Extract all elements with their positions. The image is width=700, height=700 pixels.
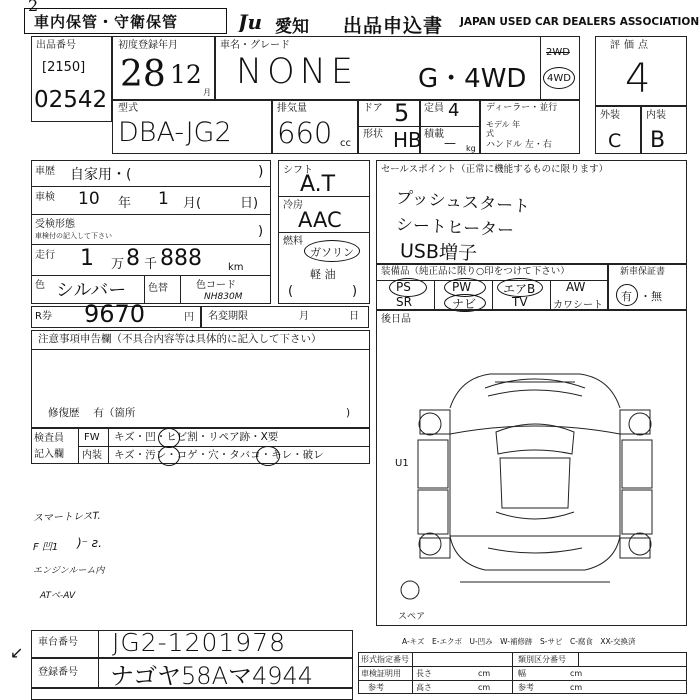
- load-unit: kg: [466, 144, 476, 153]
- svg-text:Ju: Ju: [238, 10, 263, 32]
- inspector-row2-head: 内装: [82, 450, 102, 461]
- handwritten-note-4: ATベ-AV: [40, 591, 76, 601]
- mileage-rest: 888: [160, 246, 202, 271]
- history-value: 自家用・(: [70, 167, 132, 183]
- spec-r2c1: 車検証明用: [361, 669, 401, 678]
- color-value: シルバー: [56, 280, 127, 301]
- mileage-man-unit: 万: [111, 257, 125, 272]
- color-code-value: NH830M: [204, 292, 243, 302]
- shaken-month-unit: 月(: [183, 196, 202, 211]
- displacement-value: 660: [277, 116, 333, 150]
- spare-label: スペア: [398, 612, 426, 622]
- history-close: ): [258, 164, 264, 180]
- car-name-value: NONE: [236, 52, 359, 92]
- association-name: JAPAN USED CAR DEALERS ASSOCIATION: [460, 16, 700, 28]
- inspector-label: 検査員: [34, 433, 64, 444]
- shift-label: シフト: [283, 165, 313, 176]
- fuel-paren-open: (: [288, 284, 294, 299]
- sales-points-label: セールスポイント（正常に機能するものに限ります）: [381, 164, 609, 175]
- registration-label: 初度登録年月: [118, 40, 178, 51]
- spec-r3c2: 高さ: [416, 683, 432, 692]
- inspector-circle-2: [158, 446, 180, 466]
- car-grade-value: G・4WD: [418, 64, 527, 94]
- score-value: 4: [625, 56, 651, 102]
- form-title: 出品申込書: [343, 15, 444, 37]
- equip-pw: PW: [452, 280, 472, 294]
- handwritten-note-1: スマートレスT.: [32, 510, 101, 525]
- spec-r1c2: 類別区分番号: [518, 655, 566, 664]
- shape-value: HB: [393, 128, 422, 152]
- dealer-handle: ハンドル 左・右: [486, 140, 552, 150]
- exterior-label: 外装: [600, 110, 620, 121]
- model-value: DBA-JG2: [118, 117, 232, 148]
- shaken-year-unit: 年: [118, 196, 132, 211]
- lot-code: [2150]: [42, 60, 86, 75]
- doors-value: 5: [394, 99, 410, 127]
- fuel-gas-circle: [304, 240, 360, 262]
- handwritten-note-2: F 凹1: [33, 542, 59, 553]
- name-change-month: 月: [299, 311, 309, 322]
- equip-navi: ナビ: [452, 297, 477, 311]
- sales-point-2: シートヒーター: [395, 215, 515, 242]
- handwritten-note-3: エンジンルーム内: [33, 566, 105, 576]
- equip-airbag-circle: [497, 278, 543, 297]
- fuel-gas: ガソリン: [310, 246, 354, 259]
- displacement-label: 排気量: [277, 103, 307, 114]
- name-change-label: 名変期限: [208, 311, 248, 322]
- interior-label: 内装: [646, 110, 666, 121]
- drive-2wd: 2WD: [546, 47, 570, 58]
- sales-point-3: USB増子: [399, 240, 478, 265]
- dealer-label: ディーラー・並行: [486, 103, 558, 113]
- margin-check-mark: ↙: [10, 643, 24, 662]
- warranty-yes: 有: [621, 290, 632, 303]
- shift-value: A.T: [300, 172, 336, 197]
- plate-label: 登録番号: [38, 667, 78, 678]
- registration-year: 28: [120, 54, 166, 95]
- equip-aw: AW: [566, 280, 586, 294]
- color-change-label: 色替: [148, 283, 168, 294]
- name-change-day: 日: [349, 311, 359, 322]
- doors-label: ドア: [363, 103, 383, 114]
- notes-label: 注意事項申告欄（不具合内容等は具体的に記入して下さい）: [38, 333, 322, 345]
- dealer-model-year: モデル 年式: [486, 120, 521, 138]
- spec-r3c5: cm: [570, 683, 583, 692]
- mileage-sen-unit: 千: [144, 257, 158, 272]
- sales-point-1: プッシュスタート: [395, 188, 531, 218]
- spec-r1c1: 形式指定番号: [361, 655, 409, 664]
- mileage-sen: 8: [126, 246, 140, 271]
- ac-label: 冷房: [283, 200, 303, 211]
- shaken-label: 車検: [35, 192, 55, 203]
- top-corner-mark: 2: [28, 0, 39, 15]
- equip-ps-circle: [389, 278, 427, 297]
- inspector-label-2: 記入欄: [34, 449, 64, 460]
- color-code-label: 色コード: [196, 280, 236, 291]
- recycle-unit: 円: [184, 312, 194, 323]
- repair-history-close: ): [346, 407, 351, 419]
- drive-4wd: 4WD: [547, 73, 571, 84]
- equipment-label: 装備品（純正品に限り○印をつけて下さい）: [381, 266, 570, 277]
- chassis-label: 車台番号: [38, 637, 78, 648]
- brand-name: 愛知: [275, 17, 309, 37]
- equip-seat: カワシート: [553, 300, 603, 311]
- shaken-month: 1: [158, 189, 169, 209]
- spec-r2c3: cm: [478, 669, 491, 678]
- mileage-km: km: [228, 262, 244, 273]
- drive-4wd-circle: [543, 67, 575, 89]
- warranty-yes-circle: [616, 284, 638, 306]
- equip-sr: SR: [396, 295, 412, 309]
- recycle-value: 9670: [84, 300, 146, 328]
- displacement-unit: cc: [340, 138, 351, 149]
- equip-airbag: エアB: [503, 282, 536, 296]
- damage-legend: A-キズ E-エクボ U-凹み W-補修跡 S-サビ C-腐食 XX-交換済: [402, 637, 636, 646]
- bracket-mark: )⁻ ƨ.: [77, 536, 102, 550]
- inspector-row2: キズ・汚レ・コゲ・穴・タバコ・キレ・破レ: [114, 449, 324, 461]
- registration-month: 12: [170, 60, 202, 89]
- storage-badge-text: 車内保管・守衛保管: [34, 13, 179, 31]
- fuel-paren-close: ): [352, 284, 358, 299]
- inspector-row1-head: FW: [84, 432, 100, 443]
- shaken-day-unit: 日): [240, 196, 259, 211]
- inspector-circle-3: [256, 446, 280, 466]
- load-value: —: [444, 136, 456, 150]
- inspector-circle-1: [158, 428, 180, 448]
- exterior-value: C: [608, 130, 622, 152]
- warranty-label: 新車保証書: [620, 267, 666, 277]
- fuel-diesel: 軽 油: [310, 268, 336, 281]
- mileage-label: 走行: [35, 250, 55, 261]
- rear-label: 後日品: [381, 314, 411, 325]
- damage-mark: U1: [395, 458, 409, 469]
- inspection-form-close: ): [258, 224, 264, 239]
- history-label: 車歴: [35, 166, 55, 177]
- lot-number: 02542: [34, 87, 108, 113]
- spec-r3c4: 参考: [518, 683, 534, 692]
- model-label: 型式: [118, 103, 138, 114]
- equip-ps: PS: [396, 280, 411, 294]
- chassis-value: JG2-1201978: [112, 628, 287, 657]
- repair-history: 修復歴 有（箇所: [48, 407, 136, 419]
- load-label: 積載: [424, 129, 444, 140]
- equip-tv: TV: [512, 295, 528, 309]
- shape-label: 形状: [363, 129, 383, 140]
- color-label: 色: [35, 280, 45, 291]
- inspector-row1: キズ・凹・ヒビ割・リペア跡・X要: [114, 431, 279, 443]
- car-diagram: [400, 358, 670, 608]
- recycle-label: R券: [35, 311, 52, 322]
- score-label: 評価点: [610, 40, 652, 51]
- car-name-label: 車名・グレード: [220, 40, 290, 51]
- warranty-no: ・無: [640, 290, 662, 303]
- mileage-man: 1: [80, 246, 94, 271]
- spec-r2c5: cm: [570, 669, 583, 678]
- plate-value: ナゴヤ58Aマ4944: [110, 662, 314, 690]
- ac-value: AAC: [298, 208, 342, 232]
- capacity-label: 定員: [424, 103, 444, 114]
- inspection-form-label: 受検形態: [35, 219, 75, 230]
- capacity-value: 4: [448, 100, 460, 121]
- interior-value: B: [650, 128, 666, 153]
- spec-r2c2: 長さ: [416, 669, 432, 678]
- spec-r3c1: 参考: [368, 683, 384, 692]
- shaken-year: 10: [78, 189, 100, 209]
- spec-r2c4: 幅: [518, 669, 526, 678]
- spec-r3c3: cm: [478, 683, 491, 692]
- fuel-label: 燃料: [283, 236, 303, 247]
- ju-logo: [237, 10, 273, 32]
- registration-month-unit: 月: [203, 88, 211, 97]
- bottom-strip: [31, 688, 353, 700]
- lot-label: 出品番号: [36, 40, 76, 51]
- inspection-form-note: 車検付の記入して下さい: [35, 232, 112, 240]
